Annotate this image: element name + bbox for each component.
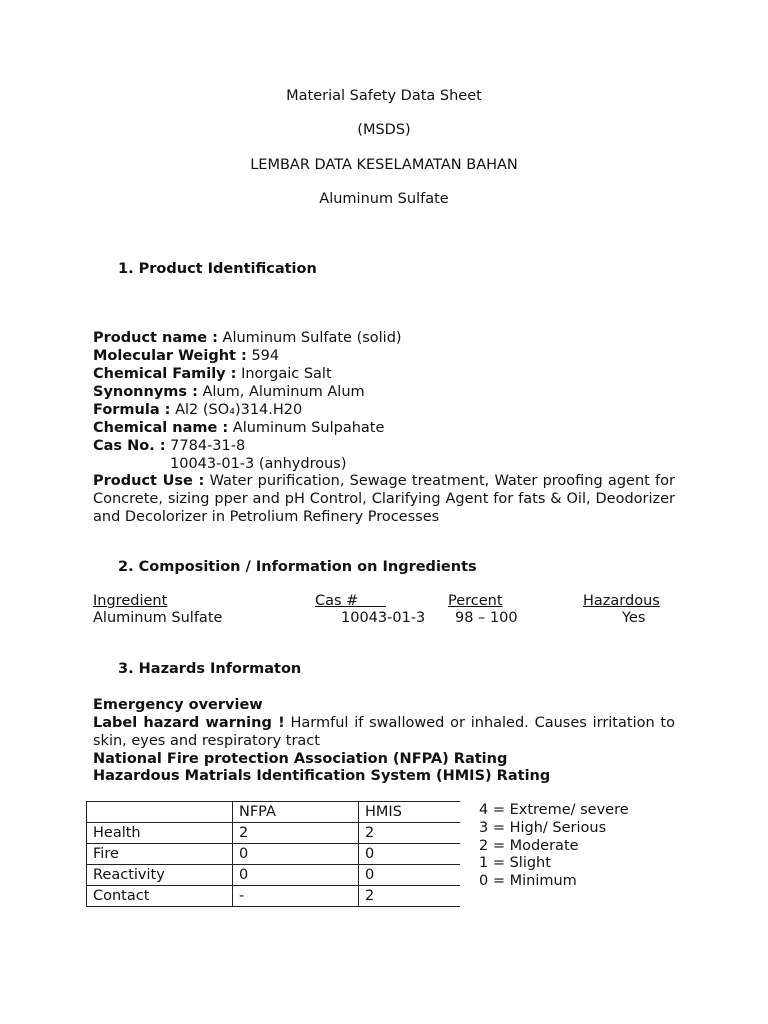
row-label: Health: [87, 823, 233, 844]
hmis-rating-line: Hazardous Matrials Identification System (HMIS) Rating: [93, 768, 551, 784]
doc-abbr: (MSDS): [357, 122, 411, 138]
hmis-value: 0: [359, 865, 461, 886]
header-blank: [87, 802, 233, 823]
row-label: Contact: [87, 886, 233, 907]
section3-heading: 3. Hazards Informaton: [118, 661, 302, 677]
rating-legend: [479, 802, 629, 891]
row-cas: 10043-01-3: [341, 610, 426, 626]
header-hmis: HMIS: [359, 802, 461, 823]
section2-heading: 2. Composition / Information on Ingredients: [118, 559, 477, 575]
field-product-use: Product Use : Water purification, Sewage treatment, Water proofing agent for Concrete, sizing pper and pH Control, Clarifying Agent for fats & Oil, Deodorizer and Decolorizer in Petrolium Refinery Processes: [93, 473, 675, 525]
rating-table: [86, 801, 460, 907]
nfpa-rating-line: National Fire protection Association (NFPA) Rating: [93, 751, 508, 767]
col-cas: Cas #: [315, 593, 386, 609]
nfpa-value: -: [233, 886, 359, 907]
label-hazard-warning: Label hazard warning ! Harmful if swallowed or inhaled. Causes irritation to skin, eyes and respiratory tract: [93, 715, 675, 749]
legend-item: 2 = Moderate: [479, 837, 579, 854]
row-label: Reactivity: [87, 865, 233, 886]
doc-product: Aluminum Sulfate: [319, 191, 449, 207]
legend-item: 3 = High/ Serious: [479, 819, 607, 836]
table-row: [87, 844, 461, 865]
field-cas-no: Cas No. : 7784-31-8: [93, 438, 246, 454]
rating-table-header: [87, 802, 461, 823]
field-chemical-family: Chemical Family : Inorgaic Salt: [93, 366, 332, 382]
section1-heading: 1. Product Identification: [118, 261, 317, 277]
nfpa-value: 0: [233, 865, 359, 886]
field-product-name: Product name : Aluminum Sulfate (solid): [93, 330, 402, 346]
row-percent: 98 – 100: [455, 610, 518, 626]
row-ingredient: Aluminum Sulfate: [93, 610, 223, 626]
row-hazardous: Yes: [622, 610, 646, 626]
field-synonyms: Synonnyms : Alum, Aluminum Alum: [93, 384, 365, 400]
field-cas-second: 10043-01-3 (anhydrous): [170, 456, 347, 472]
hmis-value: 0: [359, 844, 461, 865]
col-ingredient: Ingredient: [93, 593, 168, 609]
doc-title: Material Safety Data Sheet: [286, 88, 482, 104]
row-label: Fire: [87, 844, 233, 865]
doc-subtitle: LEMBAR DATA KESELAMATAN BAHAN: [250, 157, 518, 173]
hmis-value: 2: [359, 823, 461, 844]
nfpa-value: 0: [233, 844, 359, 865]
legend-item: 4 = Extreme/ severe: [479, 802, 629, 818]
field-molecular-weight: Molecular Weight : 594: [93, 348, 280, 364]
table-row: [87, 823, 461, 844]
table-row: [87, 865, 461, 886]
hmis-value: 2: [359, 886, 461, 907]
table-row: [87, 886, 461, 907]
nfpa-value: 2: [233, 823, 359, 844]
col-percent: Percent: [448, 593, 503, 609]
header-nfpa: NFPA: [233, 802, 359, 823]
emergency-overview: Emergency overview: [93, 697, 263, 713]
legend-item: 1 = Slight: [479, 855, 551, 872]
field-formula: Formula : Al2 (SO₄)314.H20: [93, 402, 303, 418]
col-hazardous: Hazardous: [583, 593, 660, 609]
field-chemical-name: Chemical name : Aluminum Sulpahate: [93, 420, 385, 436]
legend-item: 0 = Minimum: [479, 873, 577, 890]
